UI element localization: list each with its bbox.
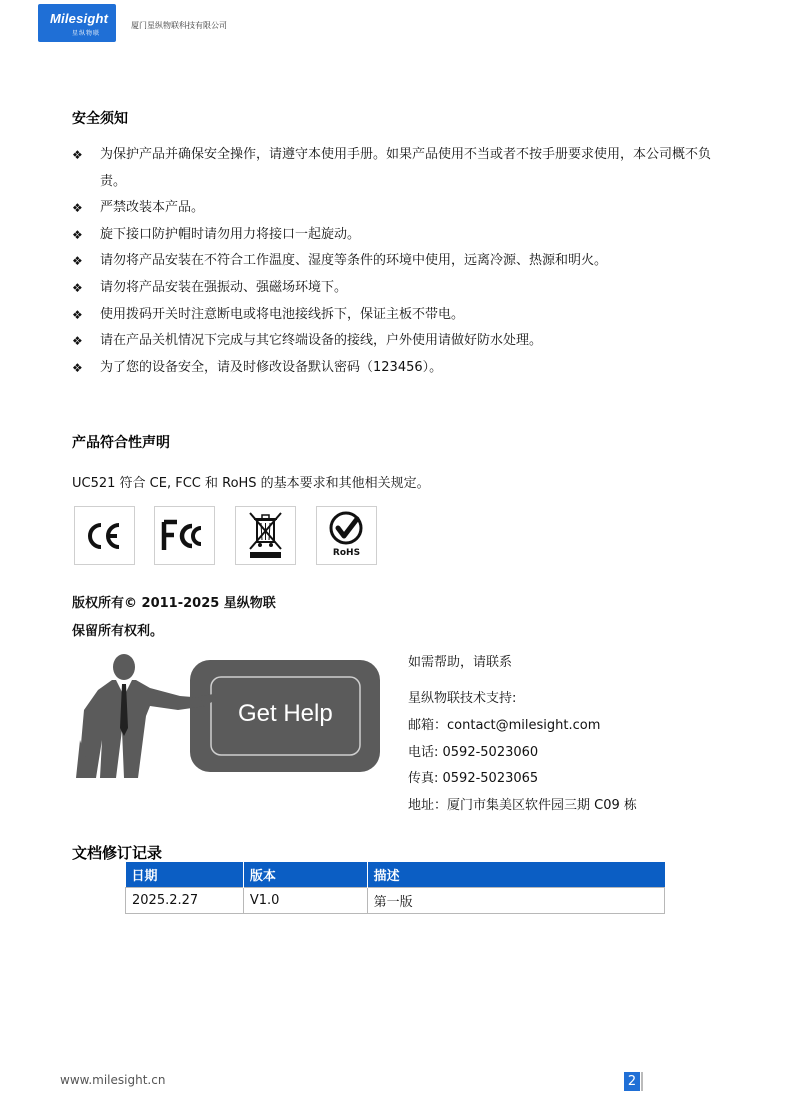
businessman-pointing-illustration (72, 650, 384, 782)
conformity-heading: 产品符合性声明 (72, 435, 170, 451)
company-name: 厦门星纵物联科技有限公司 (131, 21, 227, 30)
diamond-bullet-icon: ❖ (72, 334, 83, 349)
ce-badge (74, 506, 135, 565)
ce-mark-icon (75, 507, 134, 564)
copyright-line: 版权所有© 2011-2025 星纵物联 (72, 596, 276, 611)
company-logo (38, 4, 116, 42)
fcc-badge (154, 506, 215, 565)
contact-phone: 电话: 0592-5023060 (408, 745, 539, 760)
contact-fax: 传真: 0592-5023065 (408, 771, 539, 786)
contact-intro: 如需帮助，请联系 (408, 655, 513, 670)
rights-reserved-line: 保留所有权利。 (72, 624, 164, 639)
list-item: ❖ 为保护产品并确保安全操作，请遵守本使用手册。如果产品使用不当或者不按手册要求使用，本公司概不负责。 (72, 142, 732, 195)
diamond-bullet-icon: ❖ (72, 360, 83, 375)
list-item: ❖ 请勿将产品安装在强振动、强磁场环境下。 (72, 275, 732, 302)
column-header-version: 版本 (243, 862, 367, 888)
contact-address: 地址：厦门市集美区软件园三期 C09 栋 (408, 798, 637, 813)
cell-description: 第一版 (367, 888, 664, 914)
rohs-badge (316, 506, 377, 565)
list-item: ❖ 旋下接口防护帽时请勿用力将接口一起旋动。 (72, 222, 732, 249)
get-help-label: Get Help (238, 700, 333, 727)
safety-heading: 安全须知 (72, 111, 128, 127)
diamond-bullet-icon: ❖ (72, 254, 83, 269)
cell-version: V1.0 (243, 888, 367, 914)
diamond-bullet-icon: ❖ (72, 227, 83, 242)
logo-wordmark: Milesight (50, 11, 109, 26)
list-item: ❖ 严禁改装本产品。 (72, 195, 732, 222)
fcc-mark-icon (155, 507, 214, 564)
rohs-label: RoHS (332, 548, 361, 558)
contact-support: 星纵物联技术支持: (408, 691, 517, 706)
safety-list (72, 142, 732, 381)
diamond-bullet-icon: ❖ (72, 201, 83, 216)
cell-date: 2025.2.27 (126, 888, 244, 914)
list-item: ❖ 使用拨码开关时注意断电或将电池接线拆下，保证主板不带电。 (72, 302, 732, 329)
page-number-divider (641, 1072, 643, 1091)
list-item: ❖ 请在产品关机情况下完成与其它终端设备的接线，户外使用请做好防水处理。 (72, 328, 732, 355)
diamond-bullet-icon: ❖ (72, 307, 83, 322)
revision-heading: 文档修订记录 (72, 844, 163, 862)
column-header-date: 日期 (126, 862, 244, 888)
conformity-statement: UC521 符合 CE, FCC 和 RoHS 的基本要求和其他相关规定。 (72, 476, 430, 491)
footer-website[interactable]: www.milesight.cn (60, 1073, 166, 1087)
weee-badge (235, 506, 296, 565)
logo-subtitle: 星纵物联 (72, 30, 101, 37)
table-row (126, 888, 665, 914)
weee-bin-icon (236, 507, 295, 564)
contact-email[interactable]: 邮箱：contact@milesight.com (408, 718, 601, 733)
table-header-row (126, 862, 665, 888)
diamond-bullet-icon: ❖ (72, 148, 83, 162)
revision-table (125, 862, 665, 914)
list-item: ❖ 请勿将产品安装在不符合工作温度、湿度等条件的环境中使用，远离冷源、热源和明火。 (72, 248, 732, 275)
list-item: ❖ 为了您的设备安全，请及时修改设备默认密码（123456）。 (72, 355, 732, 382)
column-header-description: 描述 (367, 862, 664, 888)
diamond-bullet-icon: ❖ (72, 280, 83, 295)
page-number: 2 (624, 1072, 640, 1091)
